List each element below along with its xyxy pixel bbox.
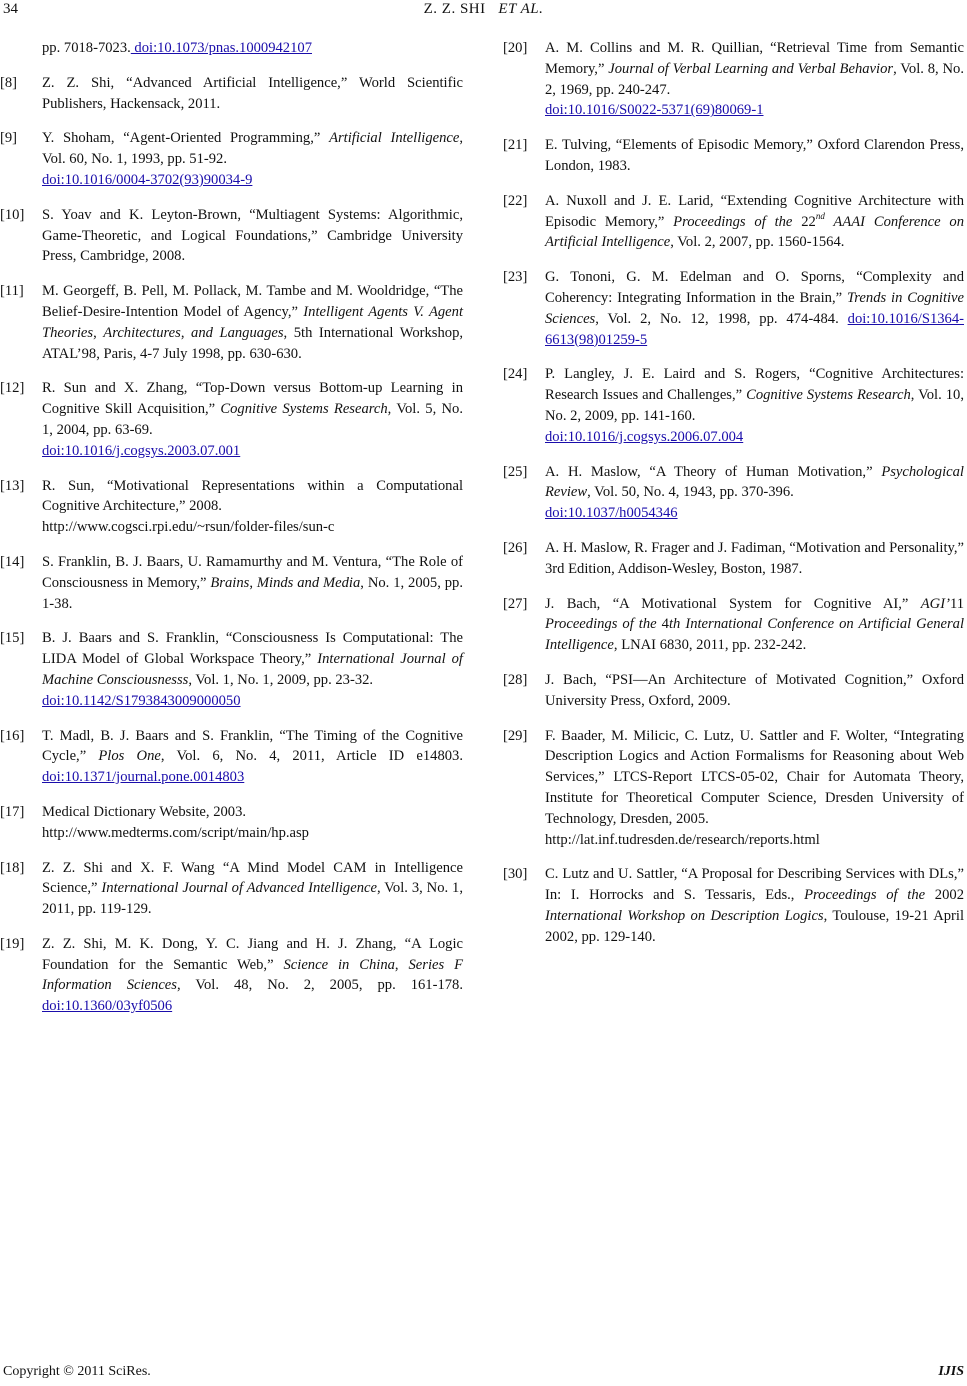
reference-number: [24] [503, 366, 528, 383]
reference-text: , Vol. 1, No. 1, 2009, pp. 23-32. [188, 671, 374, 688]
reference-url: http://www.medterms.com/script/main/hp.asp [42, 824, 309, 841]
reference-text: , Vol. 48, No. 2, 2005, pp. 161-178. [176, 977, 463, 994]
reference-text: G. Tononi, G. M. Edelman and O. Sporns, “Complexity and Coherency: Integrating Information in the Brain,” [545, 269, 964, 306]
reference-number: [14] [0, 553, 25, 570]
journal-title: Artificial Intelligence [329, 130, 460, 147]
reference-text: A. H. Maslow, R. Frager and J. Fadiman, “Motivation and Personality,” 3rd Edition, Addison-Wesley, Boston, 1987. [545, 539, 964, 577]
reference-text: S. Yoav and K. Leyton-Brown, “Multiagent Systems: Algorithmic, Game-Theoretic, and Logical Foundations,” Cambridge University Press, Cambridge, 2008. [42, 206, 463, 265]
journal-title: Series F Information Sciences [42, 956, 464, 994]
reference-text: 11 [949, 595, 964, 612]
reference-text: , Vol. 2, 2007, pp. 1560-1564. [670, 234, 845, 251]
reference-25 [503, 462, 964, 524]
reference-number: [12] [0, 380, 25, 397]
reference-text: , Vol. 5, No. 1, 2004, pp. 63-69. [42, 401, 463, 438]
reference-text: , Vol. 50, No. 4, 1943, pp. 370-396. [587, 484, 794, 501]
reference-18 [0, 858, 464, 920]
reference-9 [0, 128, 463, 190]
journal-abbreviation: IJIS [938, 1364, 964, 1379]
book-title: Intelligent Agents V. Agent Theories [42, 303, 463, 341]
reference-text: Z. Z. Shi and X. F. Wang “A Mind Model CAM in Intelligence Science,” [42, 859, 463, 897]
reference-text: , [249, 574, 257, 591]
journal-title: Proceedings of the [673, 213, 793, 230]
reference-number: [13] [0, 477, 25, 494]
running-header-authors: Z. Z. SHI [423, 1, 486, 17]
doi-link[interactable]: doi:10.1016/0004-3702(93)90034-9 [42, 171, 253, 188]
reference-text: Y. Shoham, “Agent-Oriented Programming,” [42, 130, 330, 147]
reference-text: B. J. Baars and S. Franklin, “Consciousness Is Computational: The LIDA Model of Global Workspace Theory,” [42, 630, 463, 668]
reference-30 [503, 864, 964, 947]
doi-link[interactable]: doi:10.1073/pnas.1000942107 [130, 40, 312, 56]
journal-title: Cognitive Systems Research [220, 401, 388, 418]
journal-title: Cognitive Systems Research [746, 387, 911, 404]
reference-text: , Vol. 60, No. 1, 1993, pp. 51-92. [42, 130, 463, 168]
reference-text: , Toulouse, 19-21 April 2002, pp. 129-140. [545, 907, 964, 945]
reference-text: E. Tulving, “Elements of Episodic Memory,” Oxford Clarendon Press, London, 1983. [545, 137, 964, 174]
reference-number: [16] [0, 727, 25, 744]
doi-link[interactable]: doi:10.1016/j.cogsys.2006.07.004 [545, 428, 744, 445]
running-header-et-al: ET AL. [498, 1, 544, 17]
page-number: 34 [3, 1, 18, 17]
reference-text: , Vol. 3, No. 1, 2011, pp. 119-129. [42, 880, 464, 918]
reference-text: R. Sun and X. Zhang, “Top-Down versus Bottom-up Learning in Cognitive Skill Acquisition,” [42, 380, 463, 418]
reference-text: , [93, 324, 104, 341]
reference-number: [25] [503, 463, 528, 480]
journal-title: Journal of Verbal Learning and Verbal Behavior [608, 60, 894, 77]
reference-12 [0, 378, 463, 461]
reference-number: [8] [0, 74, 18, 91]
doi-link[interactable]: doi:10.1016/S0022-5371(69)80069-1 [545, 102, 764, 119]
reference-11 [0, 281, 464, 364]
reference-21 [503, 135, 964, 177]
reference-number: [26] [503, 539, 528, 556]
reference-number: [30] [503, 866, 528, 883]
doi-link[interactable]: doi:10.1360/03yf0506 [42, 998, 173, 1015]
reference-number: [29] [503, 727, 528, 744]
reference-url: http://www.cogsci.rpi.edu/~rsun/folder-files/sun-c [42, 519, 335, 536]
reference-24 [503, 364, 964, 447]
reference-text: , LNAI 6830, 2011, pp. 232-242. [613, 637, 807, 654]
reference-text: , No. 1, 2005, pp. 1-38. [42, 574, 463, 612]
reference-text: , Vol. 10, No. 2, 2009, pp. 141-160. [545, 387, 964, 424]
reference-text: P. Langley, J. E. Laird and S. Rogers, “Cognitive Architectures: Research Issues and Challenges,” [545, 366, 964, 404]
reference-number: [28] [503, 671, 528, 688]
reference-28 [503, 670, 964, 712]
reference-15 [0, 628, 463, 711]
reference-text: 22 [792, 213, 816, 230]
reference-number: [9] [0, 130, 18, 147]
doi-link[interactable]: doi:10.1142/S1793843009000050 [42, 692, 241, 709]
right-column [503, 38, 964, 961]
reference-number: [21] [503, 137, 528, 154]
reference-text: A. M. Collins and M. R. Quillian, “Retrieval Time from Semantic Memory,” [545, 40, 964, 77]
reference-text: F. Baader, M. Milicic, C. Lutz, U. Sattler and F. Wolter, “Integrating Description Logics and Action Formalisms for Reasoning about Web Services,” LTCS-Report LTCS-05-02, Chair for Automata Theory, Institute for Theoretical Computer Science, Dresden University of Technology, Dresden, 2005. [545, 727, 964, 827]
reference-text: 4 [656, 616, 669, 633]
reference-16 [0, 726, 463, 788]
reference-number: [19] [0, 935, 25, 952]
reference-text: T. Madl, B. J. Baars and S. Franklin, “The Timing of the Cognitive Cycle,” [42, 727, 463, 765]
reference-number: [27] [503, 595, 528, 612]
reference-text: 2002 [925, 887, 964, 904]
reference-text: R. Sun, “Motivational Representations within a Computational Cognitive Architecture,” 2008. [42, 477, 463, 515]
reference-number: [22] [503, 192, 528, 209]
reference-text: Medical Dictionary Website, 2003. [42, 803, 247, 820]
doi-link[interactable]: doi:10.1371/journal.pone.0014803 [42, 769, 245, 786]
reference-23 [503, 267, 964, 350]
book-title: Architectures [103, 324, 181, 341]
reference-8 [0, 73, 463, 115]
reference-text: , Vol. 2, No. 12, 1998, pp. 474-484. [595, 310, 848, 327]
journal-title: Trends in Cognitive Sciences [545, 289, 965, 327]
journal-title: International Journal of Advanced Intelligence [101, 880, 377, 897]
reference-text: J. Bach, “PSI—An Architecture of Motivated Cognition,” Oxford University Press, Oxford, 2009. [545, 671, 964, 709]
reference-number: [18] [0, 859, 25, 876]
reference-19 [0, 934, 464, 1017]
journal-title: Minds and Media [256, 574, 361, 591]
journal-title: th International Conference on Artificial General Intelligence [545, 616, 965, 654]
reference-17 [0, 802, 463, 844]
reference-29 [503, 726, 964, 851]
running-header [0, 1, 967, 18]
journal-title: International Journal of Machine Consciousnesss [42, 651, 463, 688]
reference-text: , Vol. 8, No. 2, 1969, pp. 240-247. [545, 60, 964, 98]
reference-13 [0, 476, 463, 538]
journal-title: Proceedings of the [545, 616, 657, 633]
reference-22 [503, 191, 964, 253]
left-column [0, 38, 464, 1031]
reference-text: A. H. Maslow, “A Theory of Human Motivation,” [545, 463, 882, 480]
reference-10 [0, 205, 463, 267]
reference-text: S. Franklin, B. J. Baars, U. Ramamurthy and M. Ventura, “The Role of Consciousness in Memory,” [42, 553, 463, 591]
reference-text: , [394, 956, 409, 973]
journal-title: Psychological Review [545, 463, 964, 501]
journal-title: Brains [210, 574, 250, 591]
reference-20 [503, 38, 964, 121]
reference-text: J. Bach, “A Motivational System for Cognitive AI,” [545, 595, 921, 612]
doi-link[interactable]: doi:10.1037/h0054346 [545, 505, 678, 522]
reference-text: Z. Z. Shi, M. K. Dong, Y. C. Jiang and H. J. Zhang, “A Logic Foundation for the Semantic Web,” [42, 935, 463, 973]
reference-number: [15] [0, 630, 25, 647]
reference-text: C. Lutz and U. Sattler, “A Proposal for Describing Services with DLs,” In: I. Horrocks and S. Tessaris, Eds., [545, 866, 964, 904]
journal-title: Plos One [98, 748, 161, 765]
reference-url: http://lat.inf.tudresden.de/research/reports.html [545, 831, 820, 848]
journal-title: International Workshop on Description Logics [545, 907, 824, 924]
reference-text: , Vol. 6, No. 4, 2011, Article ID e14803. [160, 748, 463, 765]
reference-14 [0, 552, 463, 614]
journal-title: Science in China [283, 956, 395, 973]
continuation-text: pp. 7018-7023. [42, 40, 131, 56]
reference-number: [20] [503, 40, 528, 56]
reference-26 [503, 538, 964, 580]
book-title: and Languages [191, 324, 284, 341]
doi-link[interactable]: doi:10.1016/j.cogsys.2003.07.001 [42, 442, 241, 459]
reference-number: [10] [0, 206, 25, 223]
reference-text: , [180, 324, 192, 341]
ordinal-suffix: nd [815, 210, 825, 221]
reference-text: Z. Z. Shi, “Advanced Artificial Intelligence,” World Scientific Publishers, Hackensack, 2011. [42, 74, 463, 112]
reference-number: [11] [0, 283, 24, 300]
doi-link[interactable]: doi:10.1016/S1364-6613(98)01259-5 [545, 310, 964, 348]
reference-number: [23] [503, 269, 528, 286]
copyright-notice: Copyright © 2011 SciRes. [3, 1364, 151, 1379]
journal-title: Proceedings of the [804, 887, 926, 904]
reference-continuation [38, 38, 463, 59]
reference-number: [17] [0, 803, 25, 820]
reference-text: , 5th International Workshop, ATAL’98, Paris, 4-7 July 1998, pp. 630-630. [42, 324, 464, 362]
journal-title: AAAI Conference on Artificial Intelligence [545, 213, 964, 251]
journal-title: AGI’ [920, 595, 950, 612]
reference-text: A. Nuxoll and J. E. Larid, “Extending Cognitive Architecture with Episodic Memory,” [545, 192, 964, 230]
reference-27 [503, 594, 964, 656]
reference-text: M. Georgeff, B. Pell, M. Pollack, M. Tambe and M. Wooldridge, “The Belief-Desire-Intention Model of Agency,” [42, 283, 463, 320]
